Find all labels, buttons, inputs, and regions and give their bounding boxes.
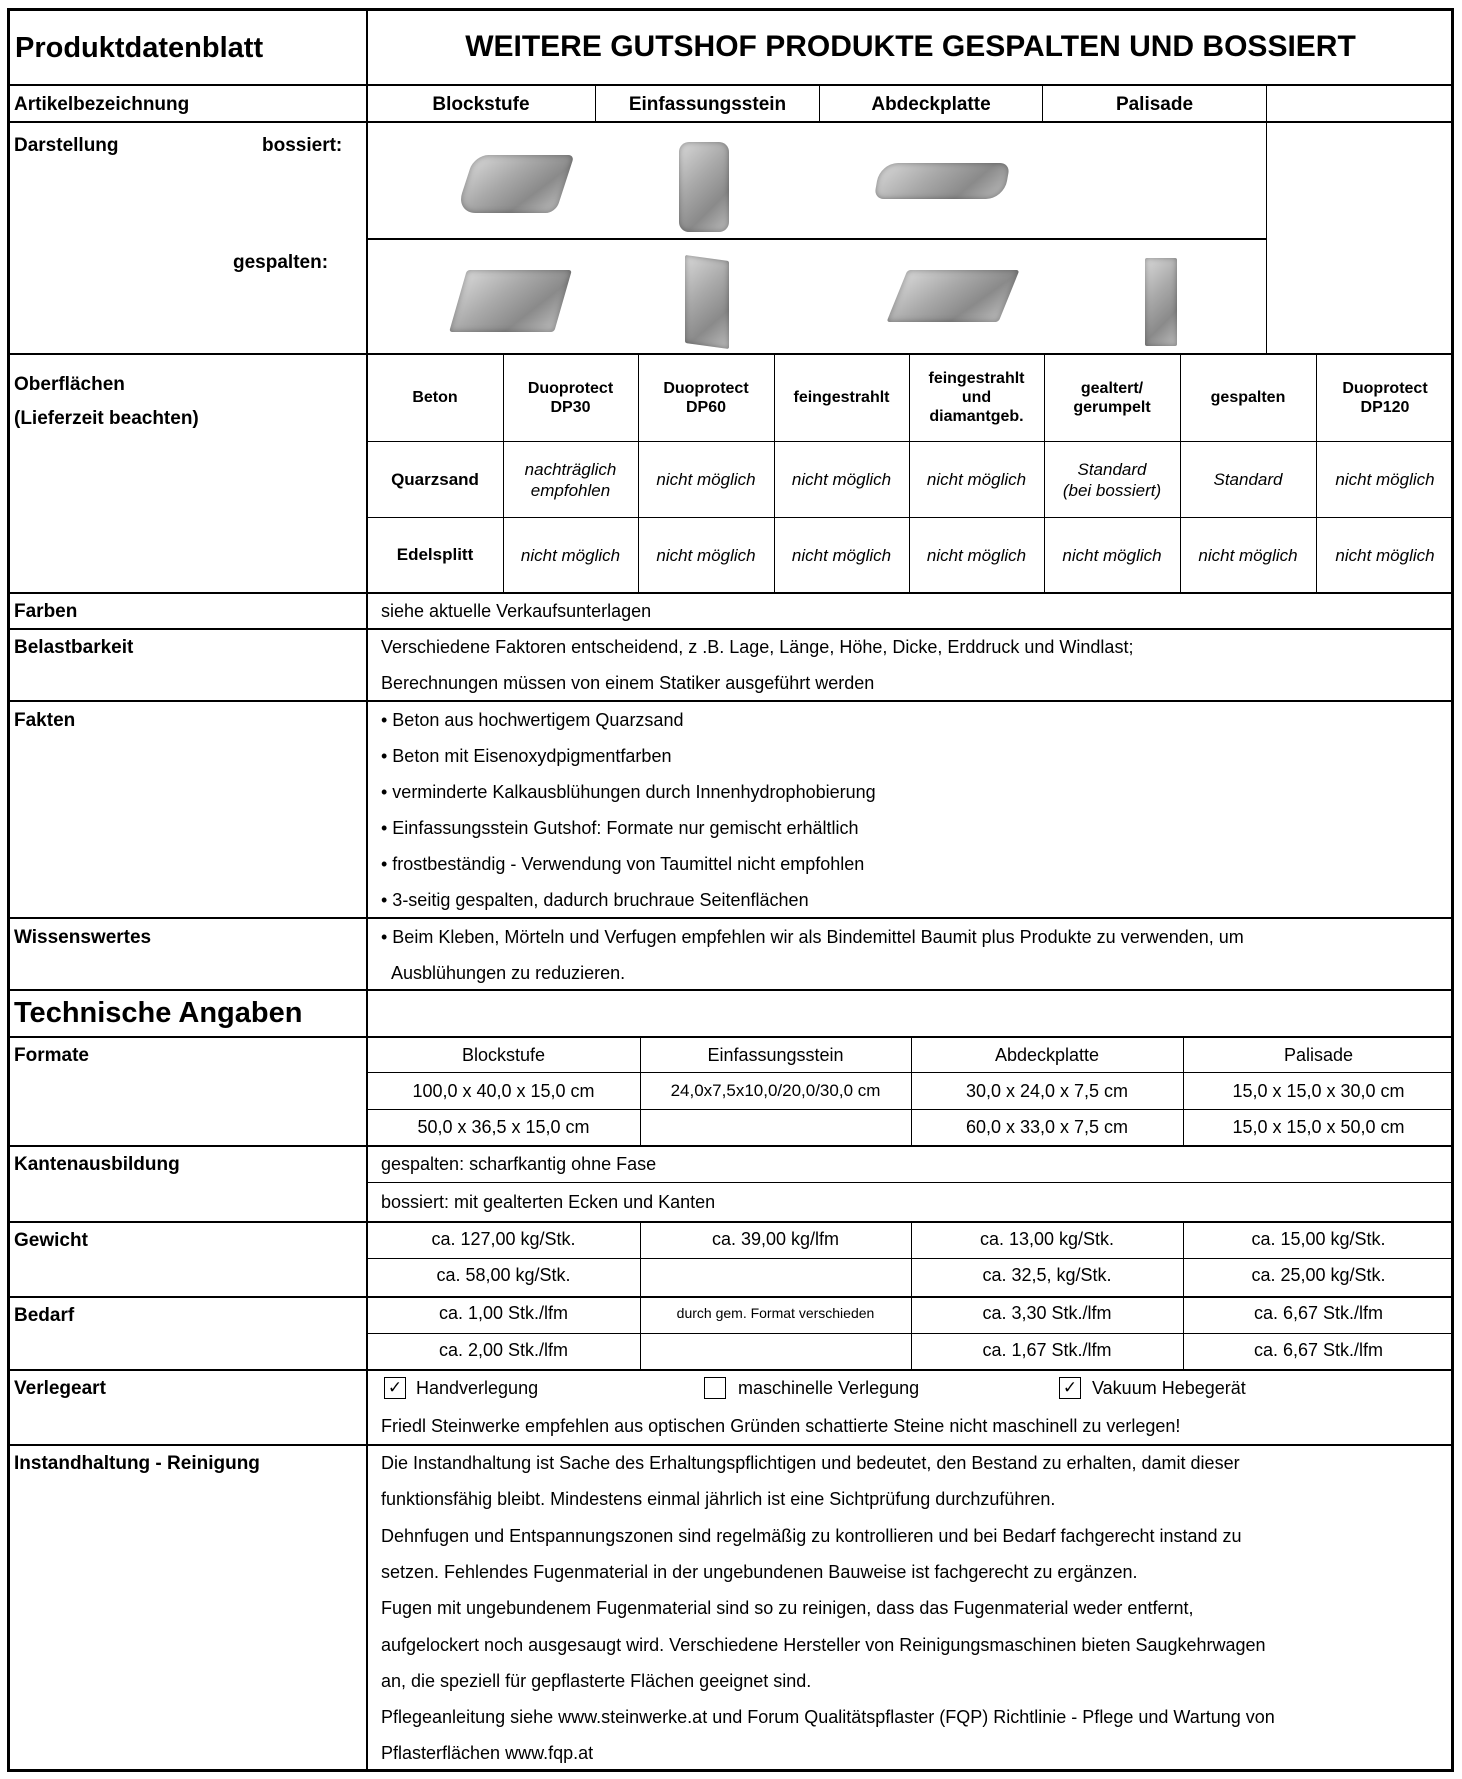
product-abdeckplatte: Abdeckplatte xyxy=(871,94,991,115)
surface-cell: nicht möglich xyxy=(520,545,621,565)
instandhaltung-line: aufgelockert noch ausgesaugt wird. Verschiedene Hersteller von Reinigungsmaschinen bieten Saugkehrwagen xyxy=(381,1634,1266,1655)
divider xyxy=(7,989,1454,991)
bedarf-cell: ca. 3,30 Stk./lfm xyxy=(982,1303,1112,1323)
gespalten-label: gespalten: xyxy=(233,252,329,273)
formate-header: Einfassungsstein xyxy=(707,1045,844,1065)
surface-cell: Standard xyxy=(1077,459,1147,479)
surface-cell: nicht möglich xyxy=(1062,545,1162,565)
fakten-item: • Beton aus hochwertigem Quarzsand xyxy=(381,710,684,730)
artikel-label: Artikelbezeichnung xyxy=(14,94,190,115)
divider xyxy=(7,121,1454,123)
wissenswertes-line: Ausblühungen zu reduzieren. xyxy=(391,963,626,983)
einfassungsstein-gespalten-image xyxy=(685,255,729,349)
belastbarkeit-label: Belastbarkeit xyxy=(14,637,134,658)
formate-cell: 50,0 x 36,5 x 15,0 cm xyxy=(417,1117,590,1137)
instandhaltung-line: Pflasterflächen www.fqp.at xyxy=(381,1743,594,1764)
surface-cell: nicht möglich xyxy=(1198,545,1298,565)
farben-value: siehe aktuelle Verkaufsunterlagen xyxy=(381,601,652,621)
kanten-line: gespalten: scharfkantig ohne Fase xyxy=(381,1154,657,1174)
einfassungsstein-bossiert-image xyxy=(679,142,729,232)
sheet-label: Produktdatenblatt xyxy=(15,32,264,64)
belastbarkeit-line: Verschiedene Faktoren entscheidend, z .B. Lage, Länge, Höhe, Dicke, Erddruck und Windlast; xyxy=(381,637,1134,657)
surface-cell: nicht möglich xyxy=(656,470,756,489)
blockstufe-bossiert-image xyxy=(456,155,575,213)
surface-header-cell: und xyxy=(961,389,992,406)
gewicht-cell: ca. 15,00 kg/Stk. xyxy=(1251,1229,1386,1249)
fakten-label: Fakten xyxy=(14,710,76,731)
surface-header-cell: diamantgeb. xyxy=(929,408,1024,425)
divider xyxy=(367,238,1267,240)
surface-header-cell: DP60 xyxy=(685,398,727,416)
gewicht-cell: ca. 25,00 kg/Stk. xyxy=(1251,1265,1386,1285)
divider xyxy=(7,1221,1454,1223)
divider xyxy=(7,917,1454,919)
surface-header-cell: gespalten xyxy=(1210,389,1286,406)
border-bottom xyxy=(7,1769,1454,1772)
technische-angaben-heading: Technische Angaben xyxy=(14,997,303,1029)
divider xyxy=(1266,85,1267,355)
gewicht-cell: ca. 32,5, kg/Stk. xyxy=(982,1265,1112,1285)
divider xyxy=(7,1036,1454,1038)
surface-header-cell: Duoprotect xyxy=(663,379,749,397)
formate-cell: 30,0 x 24,0 x 7,5 cm xyxy=(965,1081,1129,1101)
divider xyxy=(7,592,1454,594)
page-title: WEITERE GUTSHOF PRODUKTE GESPALTEN UND BOSSIERT xyxy=(465,30,1356,63)
surface-cell: nicht möglich xyxy=(656,545,756,565)
vakuum-hebegeraet-label: Vakuum Hebegerät xyxy=(1092,1378,1246,1398)
palisade-gespalten-image xyxy=(1145,258,1177,346)
fakten-item: • Einfassungsstein Gutshof: Formate nur gemischt erhältlich xyxy=(381,818,859,838)
bedarf-cell: ca. 2,00 Stk./lfm xyxy=(438,1340,569,1360)
formate-cell: 15,0 x 15,0 x 30,0 cm xyxy=(1232,1081,1405,1101)
bedarf-cell: ca. 6,67 Stk./lfm xyxy=(1253,1340,1384,1360)
border-left xyxy=(7,8,10,1772)
verlegeart-note: Friedl Steinwerke empfehlen aus optischen Gründen schattierte Steine nicht maschinell zu verlegen! xyxy=(381,1416,1181,1436)
divider xyxy=(7,1369,1454,1371)
formate-header: Blockstufe xyxy=(461,1045,546,1065)
surface-header-cell: gerumpelt xyxy=(1073,398,1151,416)
maschinelle-verlegung-checkbox[interactable] xyxy=(704,1377,726,1399)
abdeckplatte-gespalten-image xyxy=(886,270,1019,322)
surface-cell: nicht möglich xyxy=(791,545,892,565)
divider xyxy=(7,353,1454,355)
surface-header-cell: DP120 xyxy=(1360,398,1410,416)
darstellung-label: Darstellung xyxy=(14,135,119,156)
farben-label: Farben xyxy=(14,601,78,622)
kanten-label: Kantenausbildung xyxy=(14,1154,180,1175)
lieferzeit-note: (Lieferzeit beachten) xyxy=(14,408,199,429)
surface-cell: nicht möglich xyxy=(1335,545,1435,565)
surface-cell: nicht möglich xyxy=(926,545,1027,565)
instandhaltung-line: an, die speziell für gepflasterte Flächen geeignet sind. xyxy=(381,1670,812,1691)
surface-cell: nicht möglich xyxy=(791,470,892,489)
belastbarkeit-line: Berechnungen müssen von einem Statiker ausgeführt werden xyxy=(381,673,875,693)
surface-header-cell: Duoprotect xyxy=(1342,379,1428,397)
gewicht-cell: ca. 13,00 kg/Stk. xyxy=(979,1229,1115,1249)
surface-cell: nachträglich xyxy=(524,459,617,479)
oberflaechen-label: Oberflächen xyxy=(14,374,125,395)
gewicht-cell: ca. 127,00 kg/Stk. xyxy=(431,1229,576,1249)
surface-cell: Standard xyxy=(1213,470,1283,489)
surface-cell: nicht möglich xyxy=(926,470,1027,489)
divider xyxy=(7,628,1454,630)
surface-header-cell: feingestrahlt xyxy=(928,370,1025,387)
divider xyxy=(7,1296,1454,1298)
bedarf-cell: durch gem. Format verschieden xyxy=(676,1305,875,1321)
product-palisade: Palisade xyxy=(1115,94,1194,115)
bossiert-label: bossiert: xyxy=(262,135,343,156)
instandhaltung-line: Fugen mit ungebundenem Fugenmaterial sind so zu reinigen, dass das Fugenmaterial weder entfernt, xyxy=(381,1598,1194,1619)
maschinelle-verlegung-label: maschinelle Verlegung xyxy=(738,1378,920,1398)
surface-header-cell: gealtert/ xyxy=(1080,379,1144,397)
surface-cell: empfohlen xyxy=(530,480,611,500)
formate-header: Abdeckplatte xyxy=(994,1045,1100,1065)
fakten-item: • 3-seitig gespalten, dadurch bruchraue Seitenflächen xyxy=(381,890,809,910)
surface-header-cell: Beton xyxy=(412,389,458,406)
instandhaltung-label: Instandhaltung - Reinigung xyxy=(14,1453,260,1474)
abdeckplatte-bossiert-image xyxy=(874,163,1010,199)
instandhaltung-line: Die Instandhaltung ist Sache des Erhaltungspflichtigen und bedeutet, den Bestand zu erhalten, damit dieser xyxy=(381,1453,1240,1473)
formate-cell: 15,0 x 15,0 x 50,0 cm xyxy=(1232,1117,1405,1137)
instandhaltung-line: Pflegeanleitung siehe www.steinwerke.at und Forum Qualitätspflaster (FQP) Richtlinie - Pflege und Wartung von xyxy=(381,1707,1275,1728)
verlegeart-label: Verlegeart xyxy=(14,1378,106,1399)
instandhaltung-line: funktionsfähig bleibt. Mindestens einmal jährlich ist eine Sichtprüfung durchzuführen. xyxy=(381,1489,1056,1510)
surface-header-cell: feingestrahlt xyxy=(793,389,890,406)
border-right xyxy=(1451,8,1454,1772)
divider xyxy=(7,700,1454,702)
product-einfassungsstein: Einfassungsstein xyxy=(628,94,787,115)
wissenswertes-label: Wissenswertes xyxy=(14,927,152,948)
divider xyxy=(7,1145,1454,1147)
divider xyxy=(367,1182,1454,1183)
formate-cell: 60,0 x 33,0 x 7,5 cm xyxy=(965,1117,1129,1137)
product-data-sheet xyxy=(7,8,1454,1772)
fakten-item: • frostbeständig - Verwendung von Taumittel nicht empfohlen xyxy=(381,854,865,874)
product-blockstufe: Blockstufe xyxy=(432,94,530,115)
bedarf-cell: ca. 1,67 Stk./lfm xyxy=(982,1340,1112,1360)
surface-header-cell: DP30 xyxy=(550,398,591,416)
handverlegung-checkbox[interactable]: ✓ xyxy=(384,1377,406,1399)
blockstufe-gespalten-image xyxy=(449,270,572,332)
label-column-divider xyxy=(366,8,368,1772)
vakuum-hebegeraet-checkbox[interactable]: ✓ xyxy=(1059,1377,1081,1399)
bedarf-cell: ca. 6,67 Stk./lfm xyxy=(1253,1303,1384,1323)
border-top xyxy=(7,8,1454,11)
formate-label: Formate xyxy=(14,1045,89,1066)
handverlegung-label: Handverlegung xyxy=(416,1378,539,1398)
formate-cell: 24,0x7,5x10,0/20,0/30,0 cm xyxy=(670,1081,881,1100)
surface-aggregate-label: Edelsplitt xyxy=(396,545,474,564)
surface-aggregate-label: Quarzsand xyxy=(391,469,479,489)
divider xyxy=(367,441,1454,442)
instandhaltung-line: setzen. Fehlendes Fugenmaterial in der ungebundenen Bauweise ist fachgerecht zu ergänzen. xyxy=(381,1561,1138,1582)
formate-cell: 100,0 x 40,0 x 15,0 cm xyxy=(412,1081,595,1101)
gewicht-cell: ca. 58,00 kg/Stk. xyxy=(436,1265,571,1285)
divider xyxy=(367,517,1454,518)
divider xyxy=(7,84,1454,86)
wissenswertes-line: • Beim Kleben, Mörteln und Verfugen empfehlen wir als Bindemittel Baumit plus Produkte zu verwenden, um xyxy=(381,927,1244,947)
bedarf-cell: ca. 1,00 Stk./lfm xyxy=(438,1303,569,1323)
surface-cell: nicht möglich xyxy=(1335,470,1435,489)
fakten-item: • Beton mit Eisenoxydpigmentfarben xyxy=(381,746,672,766)
bedarf-label: Bedarf xyxy=(14,1305,75,1326)
instandhaltung-line: Dehnfugen und Entspannungszonen sind regelmäßig zu kontrollieren und bei Bedarf fachgerecht instand zu xyxy=(381,1525,1242,1546)
gewicht-cell: ca. 39,00 kg/lfm xyxy=(711,1229,840,1249)
fakten-item: • verminderte Kalkausblühungen durch Innenhydrophobierung xyxy=(381,782,876,802)
kanten-line: bossiert: mit gealterten Ecken und Kanten xyxy=(381,1192,716,1212)
surface-cell: (bei bossiert) xyxy=(1062,480,1162,500)
divider xyxy=(7,1444,1454,1446)
gewicht-label: Gewicht xyxy=(14,1230,88,1251)
formate-header: Palisade xyxy=(1283,1045,1354,1065)
surface-header-cell: Duoprotect xyxy=(527,379,614,397)
